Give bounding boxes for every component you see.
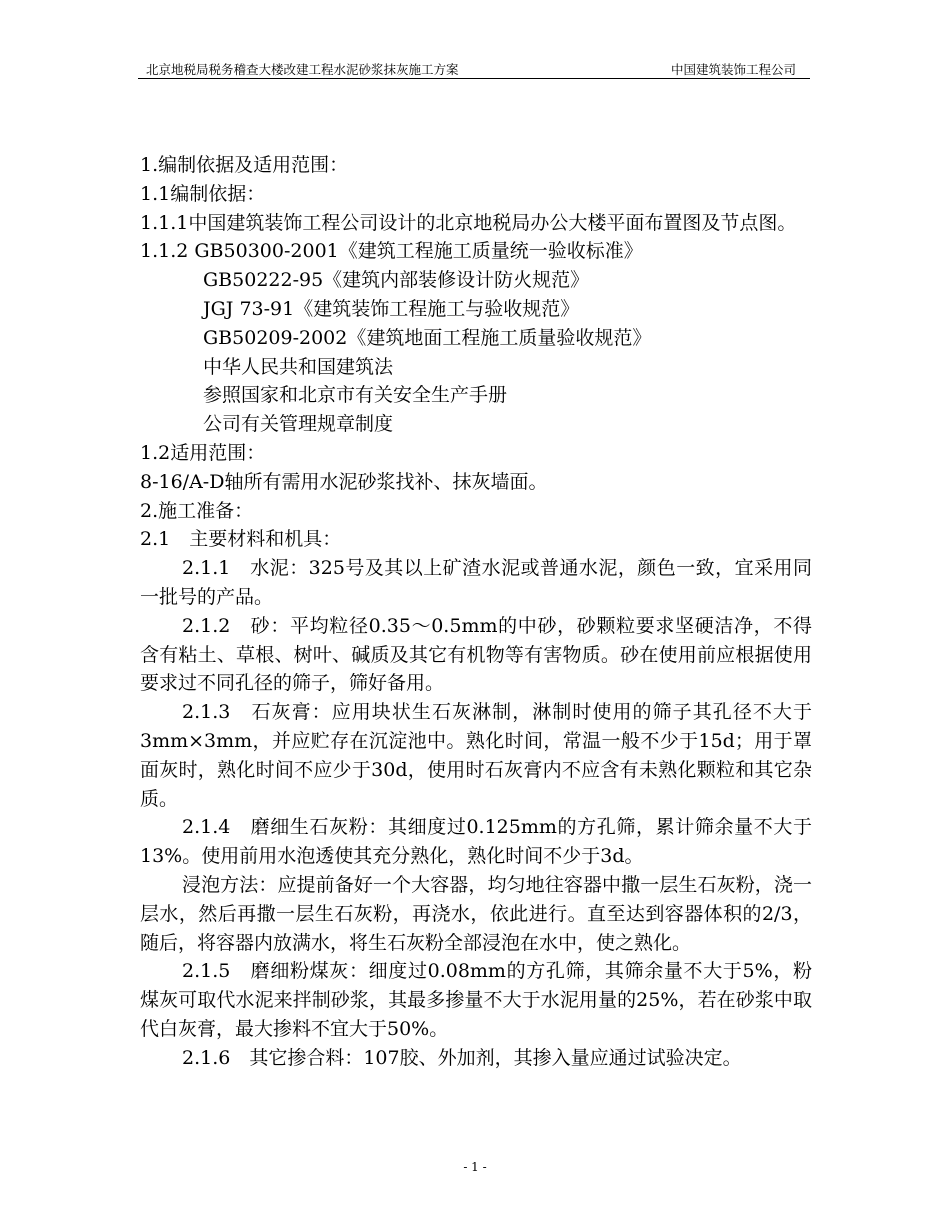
paragraph: 2.1.5 磨细粉煤灰：细度过0.08mm的方孔筛，其筛余量不大于5%，粉煤灰可取代水泥来拌制砂浆，其最多掺量不大于水泥用量的25%，若在砂浆中取代白灰膏，最大掺料不宜大于50%。	[140, 960, 812, 1040]
standard-item: 中华人民共和国建筑法	[203, 355, 394, 378]
paragraph: 2.1.2 砂：平均粒径0.35～0.5mm的中砂，砂颗粒要求坚硬洁净，不得含有粘土、草根、树叶、碱质及其它有机物等有害物质。砂在使用前应根据使用要求过不同孔径的筛子，筛好备用。	[140, 614, 812, 695]
paragraph: 2.1.4 磨细生石灰粉：其细度过0.125mm的方孔筛，累计筛余量不大于13%。使用前用水泡透使其充分熟化，熟化时间不少于3d。	[140, 816, 812, 868]
paragraph: 1.1.1中国建筑装饰工程公司设计的北京地税局办公大楼平面布置图及节点图。	[140, 211, 797, 234]
paragraph: 2.1.6 其它掺合料：107胶、外加剂，其掺入量应通过试验决定。	[182, 1046, 742, 1069]
section-heading: 1.编制依据及适用范围：	[140, 154, 349, 176]
subsection-heading: 2.1 主要材料和机具：	[140, 528, 342, 551]
page-number: - 1 -	[463, 1160, 487, 1174]
page-header	[138, 60, 810, 79]
document-body	[140, 151, 812, 1073]
standard-item: JGJ 73-91《建筑装饰工程施工与验收规范》	[203, 297, 580, 320]
subsection-heading: 1.2适用范围：	[140, 441, 266, 464]
header-company: 中国建筑装饰工程公司	[670, 62, 796, 77]
paragraph: 浸泡方法：应提前备好一个大容器，均匀地往容器中撒一层生石灰粉，浇一层水，然后再撒一层生石灰粉，再浇水，依此进行。直至达到容器体积的2/3，随后，将容器内放满水，将生石灰粉全部浸泡在水中，使之熟化。	[140, 873, 812, 954]
subsection-heading: 1.1编制依据：	[140, 182, 266, 205]
paragraph: 1.1.2 GB50300-2001《建筑工程施工质量统一验收标准》	[140, 240, 643, 263]
paragraph: 2.1.3 石灰膏：应用块状生石灰淋制，淋制时使用的筛子其孔径不大于3mm×3mm，并应贮存在沉淀池中。熟化时间，常温一般不少于15d；用于罩面灰时，熟化时间不应少于30d，使用时石灰膏内不应含有未熟化颗粒和其它杂质。	[140, 701, 812, 810]
standard-item: GB50222-95《建筑内部装修设计防火规范》	[203, 269, 590, 292]
standard-item: 公司有关管理规章制度	[203, 413, 394, 436]
paragraph: 8-16/A-D轴所有需用水泥砂浆找补、抹灰墙面。	[140, 470, 548, 493]
paragraph: 2.1.1 水泥：325号及其以上矿渣水泥或普通水泥，颜色一致，宜采用同一批号的产品。	[140, 557, 812, 608]
standard-item: GB50209-2002《建筑地面工程施工质量验收规范》	[203, 326, 652, 349]
standard-item: 参照国家和北京市有关安全生产手册	[203, 384, 508, 407]
header-title: 北京地税局税务稽查大楼改建工程水泥砂浆抹灰施工方案	[146, 62, 459, 77]
section-heading: 2.施工准备：	[140, 499, 254, 522]
